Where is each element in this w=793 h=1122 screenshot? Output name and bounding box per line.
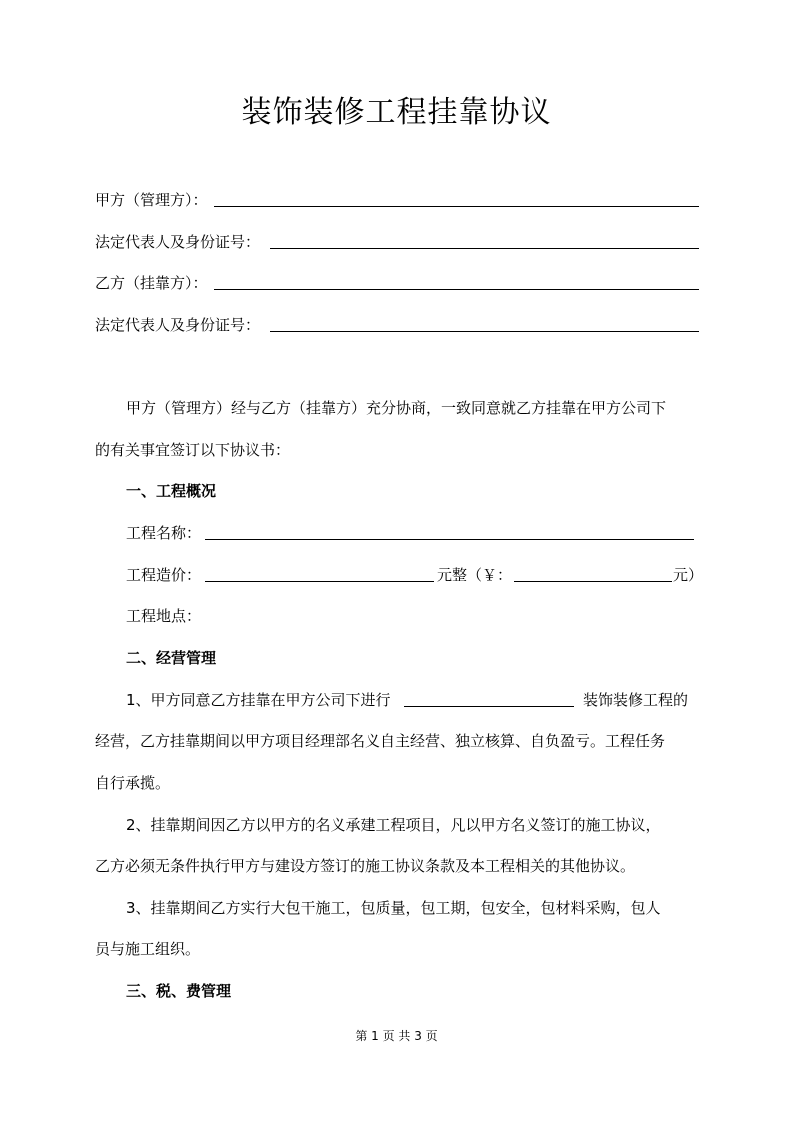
project-cost-words-blank (205, 581, 434, 582)
party-b-rep-label: 法定代表人及身份证号： (95, 316, 261, 334)
page-number-footer: 第 1 页 共 3 页 (355, 1029, 438, 1043)
clause-1-suffix: 装饰装修工程的 (583, 691, 689, 709)
clause-1-line-2: 经营，乙方挂靠期间以甲方项目经理部名义自主经营、独立核算、自负盈亏。工程任务 (95, 732, 666, 750)
clause-1-blank (404, 706, 574, 707)
clause-1-prefix: 1、甲方同意乙方挂靠在甲方公司下进行 (126, 691, 391, 709)
section-1-heading: 一、工程概况 (126, 482, 217, 500)
project-cost-label: 工程造价： (126, 566, 202, 584)
section-2-heading: 二、经营管理 (126, 649, 217, 667)
section-3-heading: 三、税、费管理 (126, 982, 232, 1000)
clause-3-line-2: 员与施工组织。 (95, 940, 201, 958)
project-cost-unit: 元整（￥： (437, 566, 513, 584)
party-b-rep-blank (270, 331, 699, 332)
project-name-blank (205, 539, 694, 540)
party-a-blank (214, 206, 699, 207)
project-location-label: 工程地点： (126, 607, 202, 625)
party-a-label: 甲方（管理方）： (95, 191, 208, 209)
clause-2-line-1: 2、挂靠期间因乙方以甲方的名义承建工程项目，凡以甲方名义签订的施工协议， (126, 816, 661, 834)
project-cost-amount-blank (514, 581, 672, 582)
clause-1-line-3: 自行承揽。 (95, 774, 171, 792)
intro-line-2: 的有关事宜签订以下协议书： (95, 441, 291, 459)
party-b-label: 乙方（挂靠方）： (95, 274, 208, 292)
clause-2-line-2: 乙方必须无条件执行甲方与建设方签订的施工协议条款及本工程相关的其他协议。 (95, 857, 636, 875)
intro-line-1: 甲方（管理方）经与乙方（挂靠方）充分协商，一致同意就乙方挂靠在甲方公司下 (126, 399, 667, 417)
party-b-blank (214, 289, 699, 290)
party-a-rep-label: 法定代表人及身份证号： (95, 233, 261, 251)
document-title: 装饰装修工程挂靠协议 (241, 95, 552, 130)
party-a-rep-blank (270, 248, 699, 249)
project-cost-end: 元） (673, 566, 704, 584)
clause-3-line-1: 3、挂靠期间乙方实行大包干施工，包质量，包工期，包安全，包材料采购，包人 (126, 899, 661, 917)
project-name-label: 工程名称： (126, 524, 202, 542)
